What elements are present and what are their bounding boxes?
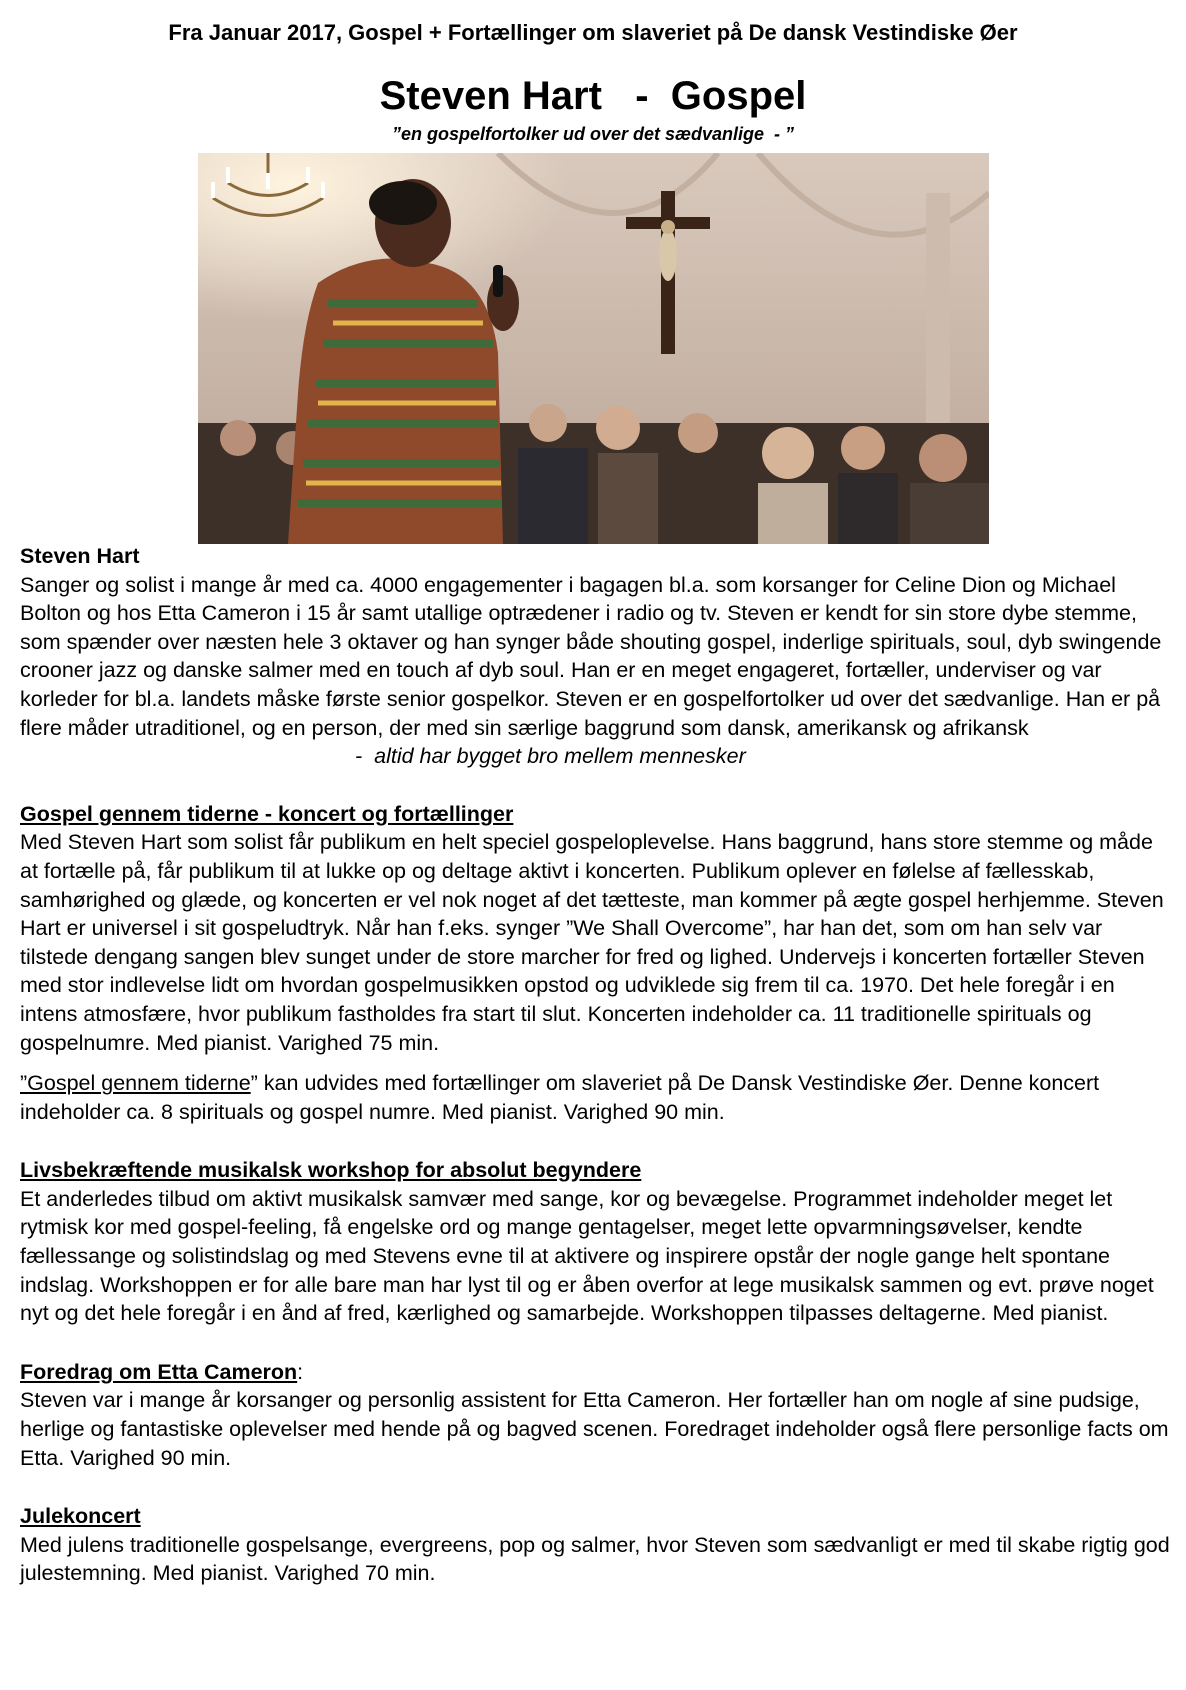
etta-heading-text: Foredrag om Etta Cameron bbox=[20, 1359, 298, 1384]
section-heading-julekoncert: Julekoncert bbox=[20, 1504, 141, 1529]
bio-quote: - altid har bygget bro mellem mennesker bbox=[355, 744, 746, 769]
section-heading-workshop: Livsbekræftende musikalsk workshop for absolut begyndere bbox=[20, 1158, 642, 1183]
page-title: Steven Hart - Gospel bbox=[379, 74, 807, 118]
etta-heading-colon: : bbox=[297, 1359, 304, 1384]
page-subtitle: ”en gospelfortolker ud over det sædvanlige - ” bbox=[391, 124, 795, 144]
page-topline: Fra Januar 2017, Gospel + Fortællinger om slaveriet på De dansk Vestindiske Øer bbox=[168, 20, 1018, 45]
section-heading-steven-hart: Steven Hart bbox=[20, 544, 140, 568]
section-heading-etta-cameron bbox=[20, 1358, 1170, 1387]
etta-paragraph: Steven var i mange år korsanger og personlig assistent for Etta Cameron. Her fortæller han om nogle af sine pudsige, herlige og fantastiske oplevelser med hende på og bagved scenen. Foredraget indeholder også flere personlige facts om Etta. Varighed 90 min. bbox=[20, 1388, 1169, 1470]
gospel-extension-paragraph bbox=[20, 1069, 1170, 1126]
workshop-paragraph: Et anderledes tilbud om aktivt musikalsk samvær med sange, kor og bevægelse. Programmet indeholder meget let rytmisk kor med gospel-feeling, få engelske ord og mange gentagelser, meget lette opvarmningsøvelser, kendte fællessange og solistindslag og med Stevens evne til at aktivere og inspirere opstår der nogle gange helt spontane indslag. Workshoppen er for alle bare man har lyst til og er åben overfor at lege musikalsk sammen og evt. prøve noget nyt og det hele foregår i en ånd af fred, kærlighed og samarbejde. Workshoppen tilpasses deltagerne. Med pianist. bbox=[20, 1186, 1154, 1326]
bio-paragraph: Sanger og solist i mange år med ca. 4000 engagementer i bagagen bl.a. som korsanger for Celine Dion og Michael Bolton og hos Etta Cameron i 15 år samt utallige optrædener i radio og tv. Steven er kendt for sin store dybe stemme, som spænder over næsten hele 3 oktaver og han synger både shouting gospel, inderlige spirituals, soul, dyb swingende crooner jazz og danske salmer med en touch af dyb soul. Han er en meget engageret, fortæller, underviser og var korleder for bl.a. landets måske første senior gospelkor. Steven er en gospelfortolker ud over det sædvanlige. Han er på flere måder utraditionel, og en person, der med sin særlige baggrund som dansk, amerikansk og afrikansk bbox=[20, 572, 1162, 740]
julekoncert-paragraph: Med julens traditionelle gospelsange, evergreens, pop og salmer, hvor Steven som sædvanligt er med til skabe rigtig god julestemning. Med pianist. Varighed 70 min. bbox=[20, 1532, 1170, 1586]
section-heading-gospel: Gospel gennem tiderne - koncert og fortællinger bbox=[20, 801, 514, 826]
gospel-paragraph: Med Steven Hart som solist får publikum en helt speciel gospeloplevelse. Hans baggrund, hans store stemme og måde at fortælle på, får publikum til at lukke op og deltage aktivt i koncerten. Publikum oplever en følelse af fællesskab, samhørighed og glæde, og koncerten er vel nok noget af det tætteste, man kommer på ægte gospel herhjemme. Steven Hart er universel i sit gospeludtryk. Når han f.eks. synger ”We Shall Overcome”, har han det, som om han selv var tilstede dengang sangen blev sunget under de store marcher for fred og lighed. Undervejs i koncerten fortæller Steven med stor indlevelse lidt om hvordan gospelmusikken opstod og udviklede sig frem til ca. 1970. Det hele foregår i en intens atmosfære, hvor publikum fastholdes fra start til slut. Koncerten indeholder ca. 11 traditionelle spirituals og gospelnumre. Med pianist. Varighed 75 min. bbox=[20, 830, 1164, 1055]
gospel-extension-title: ”Gospel gennem tiderne bbox=[20, 1071, 251, 1096]
page-body bbox=[20, 542, 1170, 1588]
photo-illustration bbox=[198, 153, 989, 544]
church-concert-photo bbox=[198, 153, 989, 544]
gospel-extension-text: ” kan udvides med fortællinger om slaveriet på De Dansk Vestindiske Øer. Denne koncert indeholder ca. 8 spirituals og gospel numre. Med pianist. Varighed 90 min. bbox=[20, 1071, 1100, 1124]
